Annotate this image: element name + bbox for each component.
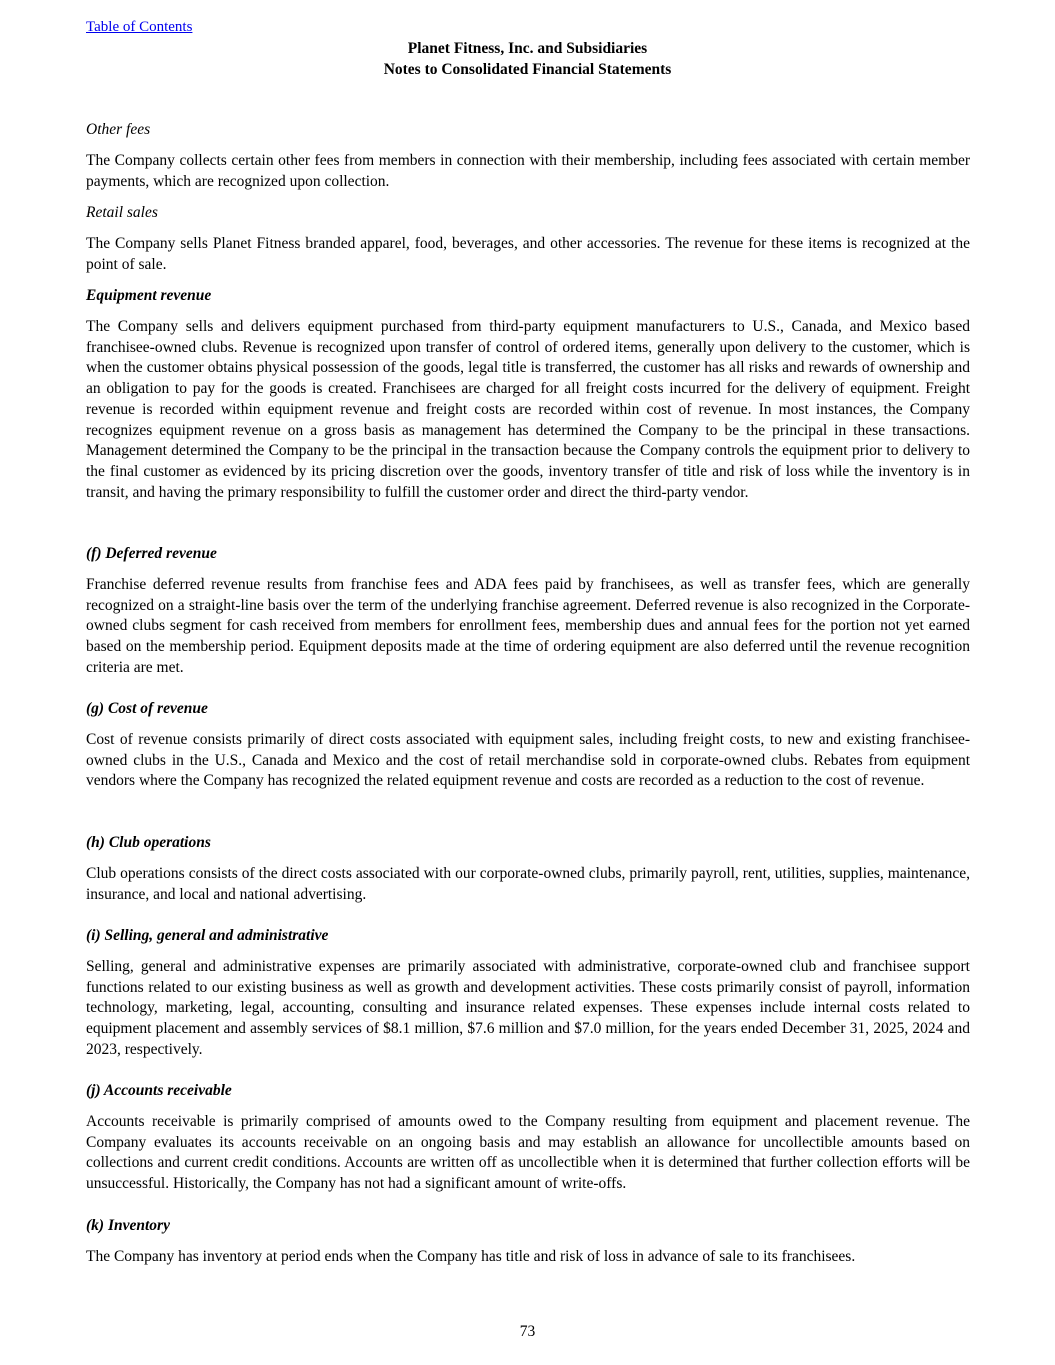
company-title: Planet Fitness, Inc. and Subsidiaries xyxy=(407,40,648,57)
page-number: 73 xyxy=(519,1323,536,1340)
cost-of-revenue-heading: (g) Cost of revenue xyxy=(86,700,208,717)
retail-sales-paragraph: The Company sells Planet Fitness branded apparel, food, beverages, and other accessories. The revenue for these items is recognized at the point of sale. xyxy=(86,235,970,273)
inventory-paragraph: The Company has inventory at period ends when the Company has title and risk of loss in advance of sale to its franchisees. xyxy=(86,1248,856,1265)
other-fees-paragraph: The Company collects certain other fees from members in connection with their membership, including fees associated with certain member payments, which are recognized upon collection. xyxy=(86,152,970,190)
accounts-receivable-heading: (j) Accounts receivable xyxy=(86,1082,232,1099)
cost-of-revenue-paragraph: Cost of revenue consists primarily of direct costs associated with equipment sales, including freight costs, to new and existing franchisee-owned clubs in the U.S., Canada and Mexico and the cost of retail merchandise sold in corporate-owned clubs. Rebates from equipment vendors where the Company has recognized the related equipment revenue and costs are recorded as a reduction to the cost of revenue. xyxy=(86,731,970,790)
table-of-contents-link[interactable]: Table of Contents xyxy=(86,19,193,35)
equipment-revenue-heading: Equipment revenue xyxy=(86,287,212,304)
other-fees-heading: Other fees xyxy=(86,121,151,138)
equipment-revenue-paragraph: The Company sells and delivers equipment purchased from third-party equipment manufacturers to U.S., Canada, and Mexico based franchisee-owned clubs. Revenue is recognized upon transfer of control of ordered items, generally upon delivery to the customer, which is when the customer obtains physical possession of the goods, legal title is transferred, the customer has all risks and rewards of ownership and an obligation to pay for the goods is created. Franchisees are charged for all freight costs incurred for the delivery of equipment. Freight revenue is recorded within equipment revenue and freight costs are recorded within cost of revenue. In most instances, the Company recognizes equipment revenue on a gross basis as management has determined the Company to be the principal in these transactions. Management determined the Company to be the principal in the transaction because the Company controls the equipment prior to delivery to the final customer as evidenced by its pricing discretion over the goods, inventory transfer of title and risk of loss while the inventory is in transit, and having the primary responsibility to fulfill the customer order and direct the third-party vendor. xyxy=(86,318,970,501)
retail-sales-heading: Retail sales xyxy=(86,204,158,221)
club-operations-paragraph: Club operations consists of the direct costs associated with our corporate-owned clubs, primarily payroll, rent, utilities, supplies, maintenance, insurance, and local and national advertising. xyxy=(86,865,970,903)
sga-paragraph: Selling, general and administrative expenses are primarily associated with administrative, corporate-owned club and franchisee support functions related to our existing business as well as growth and development activities. These costs primarily consist of payroll, information technology, marketing, legal, accounting, consulting and insurance related expenses. These expenses include internal costs related to equipment placement and assembly services of $8.1 million, $7.6 million and $7.0 million, for the years ended December 31, 2025, 2024 and 2023, respectively. xyxy=(86,958,970,1058)
document-title: Notes to Consolidated Financial Statements xyxy=(383,61,672,78)
club-operations-heading: (h) Club operations xyxy=(86,834,211,851)
inventory-heading: (k) Inventory xyxy=(86,1217,170,1234)
deferred-revenue-paragraph: Franchise deferred revenue results from franchise fees and ADA fees paid by franchisees, as well as transfer fees, which are generally recognized on a straight-line basis over the term of the underlying franchise agreement. Deferred revenue is also recognized in the Corporate-owned clubs segment for cash received from members for enrollment fees, membership dues and annual fees for the portion not yet earned based on the membership period. Equipment deposits made at the time of ordering equipment are also deferred until the revenue recognition criteria are met. xyxy=(86,576,970,676)
deferred-revenue-heading: (f) Deferred revenue xyxy=(86,545,217,562)
sga-heading: (i) Selling, general and administrative xyxy=(86,927,329,944)
accounts-receivable-paragraph: Accounts receivable is primarily comprised of amounts owed to the Company resulting from equipment and placement revenue. The Company evaluates its accounts receivable on an ongoing basis and may establish an allowance for uncollectible amounts based on collections and current credit conditions. Accounts are written off as uncollectible when it is determined that further collection efforts will be unsuccessful. Historically, the Company has not had a significant amount of write-offs. xyxy=(86,1113,970,1193)
